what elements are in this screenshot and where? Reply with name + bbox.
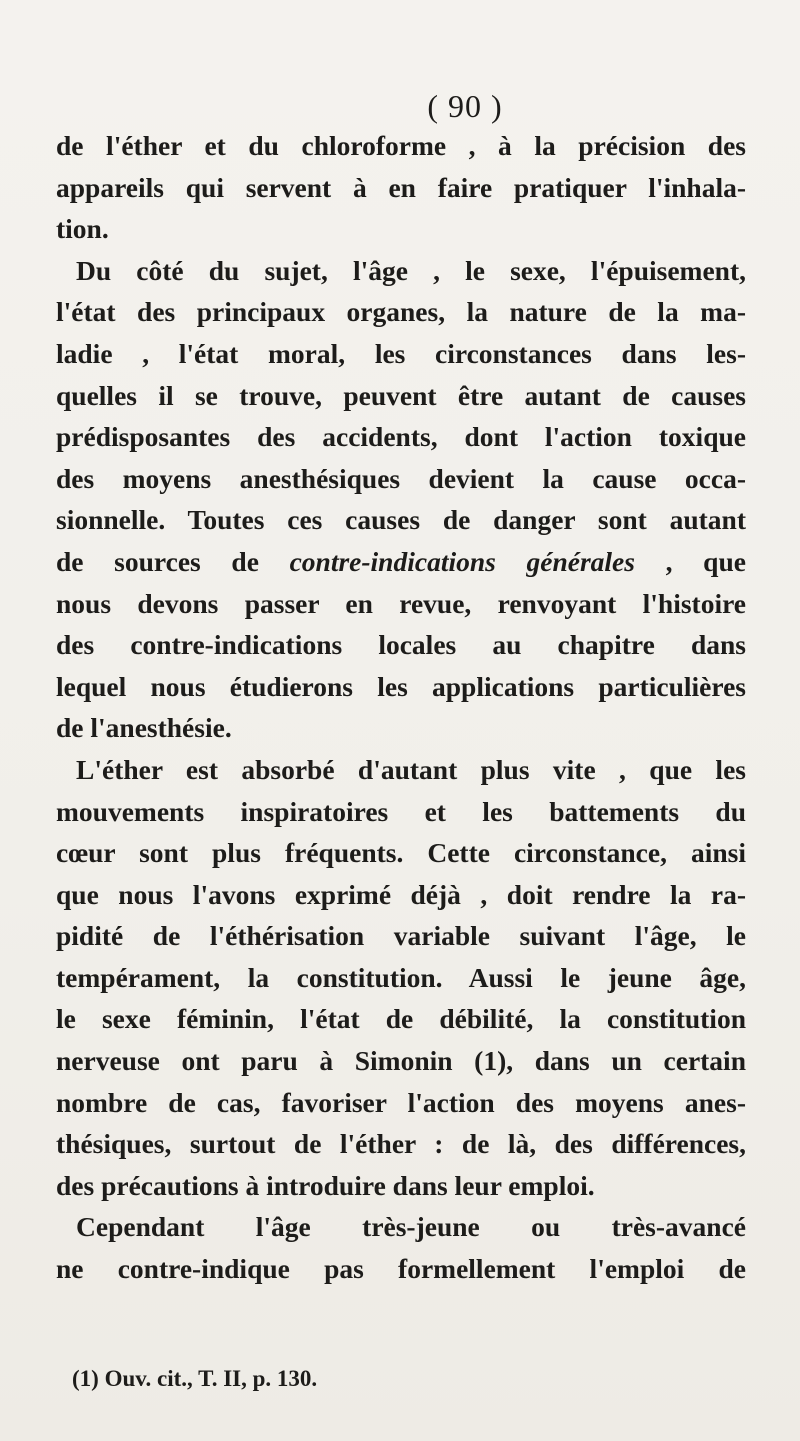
text-line: des contre-indications locales au chapitre dans: [56, 629, 746, 661]
text-line: nous devons passer en revue, renvoyant l'histoire: [56, 587, 746, 619]
paragraph: [56, 250, 746, 749]
text-line: quelles il se trouve, peuvent être autant de causes: [56, 379, 746, 411]
italic-phrase: contre-indications générales: [289, 545, 635, 577]
text-fragment: de sources de: [56, 545, 290, 577]
text-line: des précautions à introduire dans leur emploi.: [56, 1169, 595, 1201]
text-line: ne contre-indique pas formellement l'emploi de: [56, 1253, 746, 1285]
body-text: [56, 125, 746, 1290]
text-line: lequel nous étudierons les applications particulières: [56, 670, 746, 702]
text-line: thésiques, surtout de l'éther : de là, des différences,: [56, 1128, 746, 1160]
paragraph: [56, 125, 746, 250]
text-line: nerveuse ont paru à Simonin (1), dans un certain: [56, 1045, 746, 1077]
text-line: de l'éther et du chloroforme , à la précision des: [56, 130, 746, 161]
text-line: tion.: [56, 213, 109, 245]
paragraph: [56, 1206, 746, 1289]
text-line: Cependant l'âge très-jeune ou très-avancé: [76, 1211, 746, 1243]
text-line: de l'anesthésie.: [56, 712, 232, 744]
text-line: pidité de l'éthérisation variable suivant l'âge, le: [56, 920, 746, 952]
text-line: des moyens anesthésiques devient la cause occa-: [56, 462, 746, 494]
text-line: le sexe féminin, l'état de débilité, la constitution: [56, 1003, 746, 1035]
text-line: que nous l'avons exprimé déjà , doit rendre la ra-: [56, 878, 746, 910]
text-line: ladie , l'état moral, les circonstances dans les-: [56, 337, 746, 369]
text-line: Du côté du sujet, l'âge , le sexe, l'épuisement,: [76, 254, 746, 286]
text-line: sionnelle. Toutes ces causes de danger sont autant: [56, 504, 746, 536]
page-number: ( 90 ): [427, 88, 503, 124]
paragraph: [56, 749, 746, 1207]
text-line: cœur sont plus fréquents. Cette circonstance, ainsi: [56, 837, 746, 869]
text-line: mouvements inspiratoires et les battements du: [56, 795, 746, 827]
text-line: appareils qui servent à en faire pratiquer l'inhala-: [56, 171, 746, 203]
text-line: tempérament, la constitution. Aussi le jeune âge,: [56, 961, 746, 993]
text-line: prédisposantes des accidents, dont l'action toxique: [56, 421, 746, 453]
text-line: l'état des principaux organes, la nature de la ma-: [56, 296, 746, 328]
text-fragment: , que: [634, 545, 746, 577]
text-line: nombre de cas, favoriser l'action des moyens anes-: [56, 1086, 746, 1118]
text-line-with-italic: [56, 541, 746, 583]
text-line: L'éther est absorbé d'autant plus vite , que les: [76, 753, 746, 785]
footnote: (1) Ouv. cit., T. II, p. 130.: [72, 1366, 318, 1391]
